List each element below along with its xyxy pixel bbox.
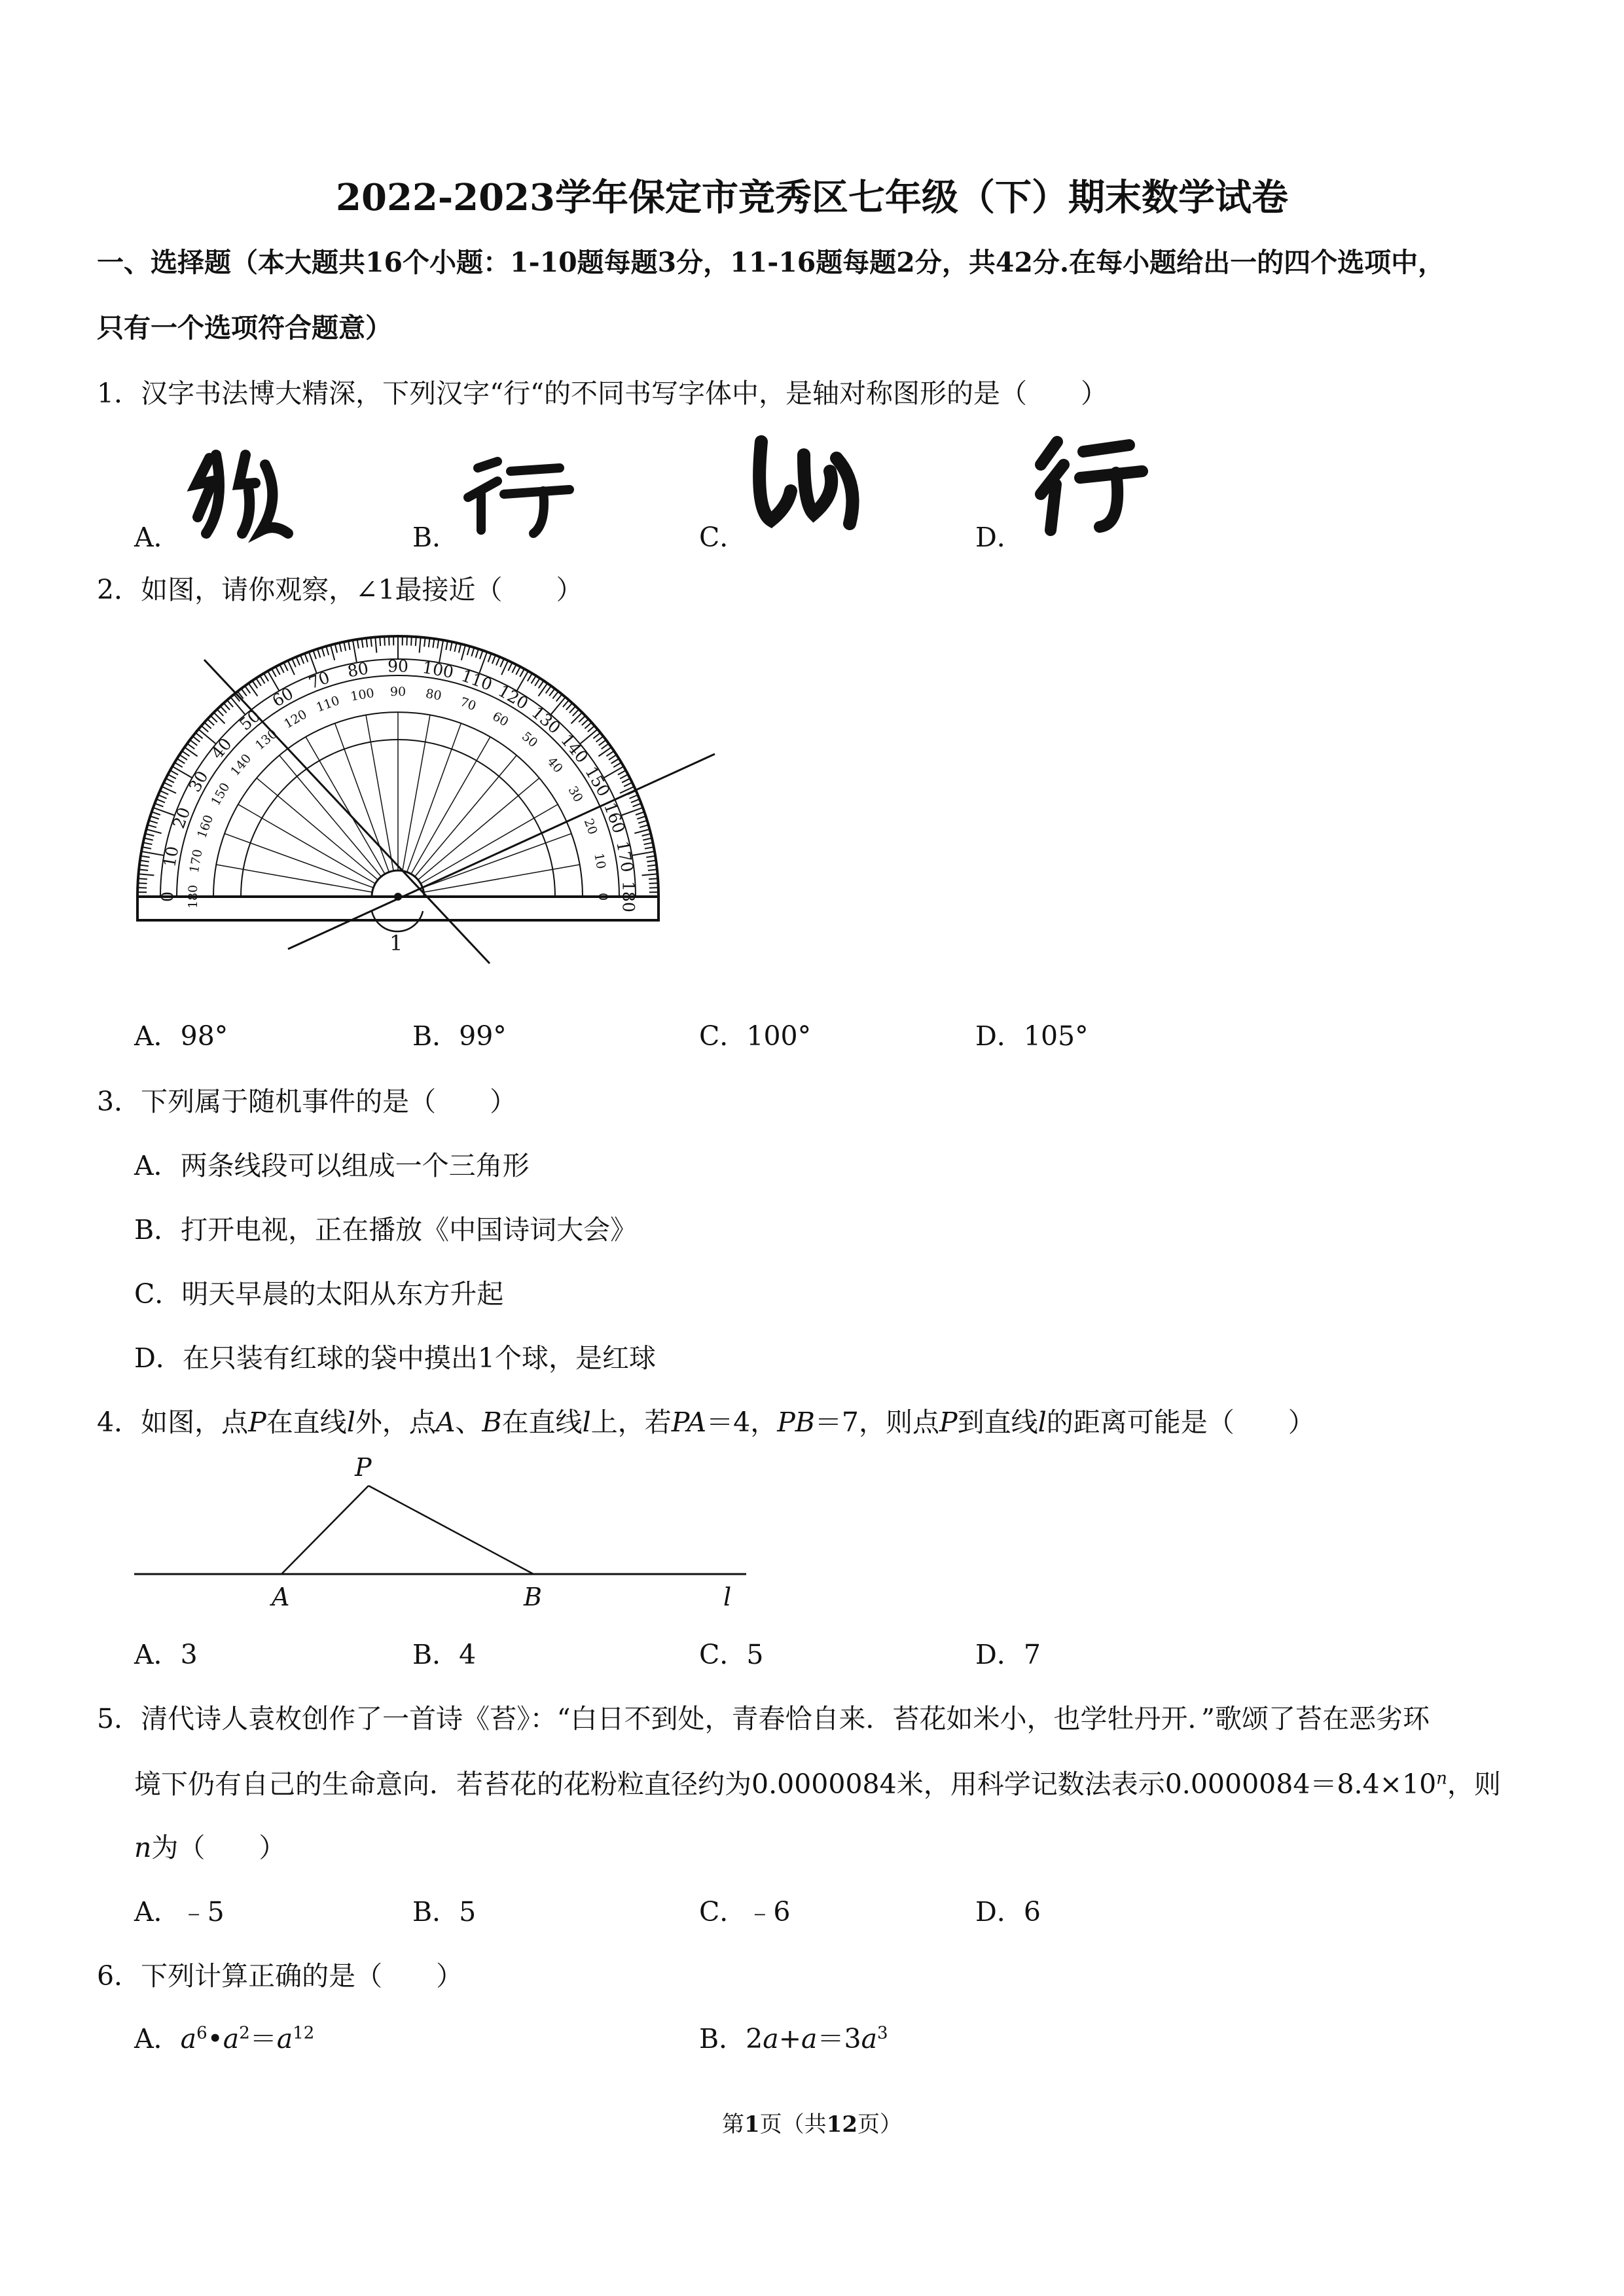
protractor-tick	[571, 713, 583, 724]
protractor-scale-label: 30	[565, 783, 586, 805]
protractor-tick	[370, 637, 372, 647]
protractor-tick	[420, 637, 421, 653]
calligraphy-a-image	[190, 445, 295, 543]
protractor-tick	[556, 694, 562, 702]
question-5: 5．清代诗人袁枚创作了一首诗《苔》：“白日不到处，青春恰自来．苔花如米小，也学牡丹开．”歌颂了苔在恶劣环	[97, 1703, 1430, 1734]
q4-option-b: B．4	[412, 1639, 477, 1670]
protractor-scale-label: 30	[185, 767, 212, 796]
protractor-figure	[92, 602, 746, 969]
protractor-tick	[643, 838, 652, 840]
q4-option-a: A．3	[134, 1639, 198, 1670]
protractor-scale-label: 130	[252, 726, 280, 753]
q4-option-d: D．7	[975, 1639, 1041, 1670]
protractor-scale-label: 0	[596, 892, 610, 901]
protractor-tick	[151, 816, 159, 819]
protractor-tick	[164, 783, 172, 787]
protractor-tick	[143, 842, 153, 844]
protractor-tick	[156, 799, 165, 802]
protractor-tick	[214, 713, 225, 724]
protractor-tick	[362, 639, 363, 648]
q5-option-c: C．﹣6	[699, 1896, 791, 1928]
protractor-tick	[429, 638, 430, 647]
protractor-tick	[520, 669, 524, 677]
protractor-tick	[147, 825, 156, 827]
protractor-tick	[411, 637, 412, 646]
protractor-scale-label: 100	[349, 685, 376, 704]
question-2: 2．如图，请你观察，∠1最接近（ ）	[97, 574, 583, 605]
protractor-spoke	[415, 755, 517, 876]
protractor-scale-label: 40	[544, 754, 566, 776]
question-6: 6．下列计算正确的是（ ）	[97, 1960, 463, 1992]
protractor-tick	[224, 703, 230, 709]
calligraphy-d-image	[1031, 432, 1149, 540]
protractor-tick	[185, 747, 198, 757]
protractor-tick	[439, 640, 443, 662]
protractor-tick	[648, 869, 657, 870]
q5-option-a: A．﹣5	[134, 1896, 225, 1928]
protractor-scale-label: 80	[424, 686, 443, 704]
protractor-scale-label: 140	[228, 751, 255, 779]
protractor-scale-label: 180	[619, 881, 638, 912]
protractor-tick	[142, 847, 151, 849]
protractor-tick	[633, 852, 655, 855]
protractor-tick	[588, 726, 595, 732]
protractor-tick	[221, 706, 227, 713]
page-title: 2022-2023学年保定市竞秀区七年级（下）期末数学试卷	[336, 176, 1288, 219]
protractor-scale-label: 10	[160, 844, 183, 869]
protractor-tick	[297, 657, 300, 666]
q5-option-d: D．6	[975, 1896, 1041, 1928]
protractor-tick	[138, 883, 147, 884]
protractor-tick	[211, 716, 217, 723]
protractor-tick	[549, 689, 554, 696]
protractor-scale-label: 150	[581, 763, 614, 800]
protractor-tick	[264, 673, 268, 681]
q1-option-b: B．	[412, 522, 460, 553]
protractor-tick	[168, 774, 176, 779]
protractor-scale-label: 50	[236, 706, 264, 734]
protractor-tick	[566, 703, 572, 709]
q1-option-c: C．	[699, 522, 747, 553]
protractor-tick	[170, 770, 178, 775]
protractor-tick	[192, 736, 200, 742]
protractor-tick	[227, 700, 233, 708]
protractor-tick	[476, 649, 478, 658]
protractor-scale-label: 150	[208, 780, 233, 808]
protractor-tick	[585, 723, 591, 728]
protractor-tick	[604, 766, 624, 778]
protractor-tick	[480, 651, 483, 659]
protractor-scale-label: 60	[268, 683, 297, 711]
q2-option-b: B．99°	[412, 1020, 507, 1052]
protractor-tick	[500, 658, 504, 667]
calligraphy-b-image	[461, 452, 576, 543]
protractor-tick	[344, 642, 346, 651]
protractor-tick	[517, 671, 528, 691]
protractor-tick	[260, 676, 264, 684]
protractor-tick	[179, 755, 187, 760]
protractor-tick	[467, 646, 470, 655]
protractor-tick	[496, 657, 500, 666]
q1-option-a: A．	[134, 522, 181, 553]
protractor-tick	[292, 658, 296, 667]
protractor-scale-label: 110	[314, 693, 342, 715]
protractor-tick	[516, 667, 520, 675]
calligraphy-c-image	[751, 432, 866, 537]
protractor-tick	[284, 662, 288, 671]
protractor-tick	[647, 861, 656, 862]
protractor-tick	[437, 639, 439, 649]
protractor-tick	[326, 646, 329, 655]
protractor-tick	[322, 647, 325, 656]
protractor-tick	[642, 874, 658, 875]
protractor-tick	[642, 834, 651, 836]
protractor-scale-label: 170	[613, 839, 638, 874]
protractor-tick	[599, 740, 606, 745]
protractor-tick	[535, 678, 540, 686]
protractor-tick	[624, 783, 632, 787]
protractor-tick	[202, 726, 209, 732]
question-1: 1．汉字书法博大精深，下列汉字“行“的不同书写字体中，是轴对称图形的是（ ）	[97, 378, 1108, 409]
protractor-tick	[637, 816, 645, 819]
protractor-tick	[644, 842, 653, 844]
protractor-tick	[508, 662, 512, 671]
protractor-tick	[172, 766, 192, 778]
protractor-tick	[620, 774, 628, 779]
protractor-scale-label: 140	[557, 730, 592, 767]
protractor-tick	[582, 719, 588, 726]
protractor-tick	[539, 683, 548, 696]
protractor-tick	[634, 829, 649, 833]
protractor-scale-label: 160	[194, 813, 217, 840]
protractor-tick	[145, 834, 154, 836]
protractor-scale-label: 180	[186, 884, 200, 909]
protractor-tick	[649, 878, 658, 879]
protractor-tick	[622, 778, 630, 782]
protractor-scale-label: 100	[421, 657, 456, 682]
protractor-tick	[596, 736, 604, 742]
q2-option-d: D．105°	[975, 1020, 1089, 1052]
protractor-tick	[158, 795, 167, 799]
protractor-tick	[471, 647, 474, 656]
protractor-tick	[611, 759, 619, 763]
protractor-tick	[353, 640, 357, 662]
protractor-tick	[640, 825, 649, 827]
protractor-tick	[433, 639, 434, 648]
protractor-scale-label: 90	[388, 656, 408, 676]
protractor-tick	[512, 664, 516, 673]
protractor-tick	[446, 641, 448, 650]
angle-label: 1	[389, 931, 403, 956]
section-heading-cont: 只有一个选项符合题意）	[97, 312, 392, 344]
q3-option-a: A．两条线段可以组成一个三角形	[134, 1150, 530, 1181]
q5-option-b: B．5	[412, 1896, 477, 1928]
page-footer: 第1页（共12页）	[722, 2111, 902, 2138]
protractor-tick	[317, 649, 320, 658]
protractor-scale-label: 70	[306, 668, 333, 693]
protractor-tick	[606, 751, 614, 756]
protractor-scale-label: 120	[495, 681, 532, 713]
protractor-tick	[375, 637, 376, 653]
protractor-tick	[646, 856, 655, 857]
q6-option-a: A．$a^6•a^2=a^{12}$	[134, 2023, 315, 2054]
protractor-tick	[139, 874, 154, 875]
protractor-tick	[348, 641, 350, 650]
protractor-tick	[335, 644, 337, 653]
protractor-tick	[357, 639, 359, 649]
protractor-spoke	[257, 778, 378, 880]
protractor-tick	[313, 651, 316, 659]
protractor-tick	[488, 653, 492, 662]
protractor-tick	[139, 865, 149, 867]
q3-option-c: C．明天早晨的太阳从东方升起	[134, 1278, 504, 1310]
protractor-tick	[252, 681, 257, 689]
protractor-tick	[649, 883, 659, 884]
protractor-tick	[618, 770, 626, 775]
protractor-scale-label: 50	[518, 729, 541, 751]
protractor-scale-label: 10	[591, 852, 609, 870]
protractor-tick	[406, 636, 407, 645]
line-figure	[131, 1443, 753, 1613]
q1-option-d: D．	[975, 522, 1024, 553]
protractor-tick	[384, 637, 385, 646]
protractor-tick	[190, 740, 197, 745]
protractor-tick	[528, 673, 532, 681]
protractor-scale-label: 40	[208, 734, 236, 763]
protractor-tick	[367, 638, 368, 647]
protractor-tick	[300, 655, 304, 664]
protractor-tick	[598, 747, 611, 757]
protractor-tick	[630, 795, 638, 799]
protractor-tick	[139, 869, 148, 870]
protractor-tick	[645, 847, 654, 849]
protractor-tick	[242, 689, 247, 696]
protractor-scale-label: 90	[389, 685, 406, 699]
protractor-tick	[593, 733, 600, 739]
protractor-tick	[182, 751, 190, 756]
protractor-tick	[276, 667, 280, 675]
protractor-scale-label: 70	[458, 694, 478, 714]
q2-option-a: A．98°	[134, 1020, 228, 1052]
protractor-tick	[613, 762, 621, 767]
protractor-tick	[563, 700, 569, 708]
question-3: 3．下列属于随机事件的是（ ）	[97, 1086, 517, 1117]
protractor-tick	[149, 821, 157, 823]
q4-option-c: C．5	[699, 1639, 764, 1670]
protractor-tick	[331, 645, 334, 660]
protractor-tick	[280, 664, 283, 673]
q3-option-b: B．打开电视，正在播放《中国诗词大会》	[134, 1214, 638, 1246]
protractor-scale-label: 120	[281, 707, 310, 732]
protractor-tick	[166, 778, 174, 782]
q3-option-d: D．在只装有红球的袋中摸出1个球，是红球	[134, 1342, 656, 1374]
protractor-tick	[152, 812, 160, 815]
protractor-tick	[539, 681, 544, 689]
protractor-tick	[340, 643, 342, 652]
protractor-tick	[573, 709, 579, 716]
protractor-tick	[138, 878, 147, 879]
question-4: 4．如图，点P在直线l外，点A、B在直线l上，若PA＝4，PB＝7，则点P到直线l的距离可能是（ ）	[97, 1407, 1315, 1438]
protractor-tick	[268, 671, 279, 691]
protractor-tick	[187, 744, 194, 749]
protractor-tick	[552, 691, 558, 698]
line-l-label: l	[723, 1583, 732, 1611]
protractor-scale-label: 130	[528, 702, 564, 738]
protractor-tick	[141, 856, 150, 857]
point-b-label: B	[524, 1583, 542, 1611]
point-p-label: P	[355, 1453, 372, 1482]
protractor-tick	[245, 686, 250, 693]
protractor-tick	[175, 762, 183, 767]
protractor-tick	[141, 852, 164, 855]
protractor-tick	[647, 865, 657, 867]
protractor-scale-label: 0	[158, 891, 177, 902]
protractor-tick	[633, 803, 641, 806]
protractor-tick	[140, 861, 149, 862]
protractor-tick	[160, 791, 168, 795]
protractor-tick	[532, 676, 536, 684]
protractor-tick	[459, 644, 461, 653]
protractor-tick	[546, 686, 551, 693]
q6-option-b: B．$2a+a=3a^3$	[699, 2023, 888, 2054]
protractor-tick	[450, 642, 452, 651]
protractor-tick	[177, 759, 185, 763]
protractor-scale-label: 110	[459, 666, 495, 695]
protractor-tick	[154, 803, 163, 806]
protractor-tick	[454, 643, 456, 652]
protractor-tick	[144, 838, 153, 840]
protractor-tick	[147, 829, 162, 833]
protractor-tick	[204, 723, 211, 728]
q2-option-c: C．100°	[699, 1020, 812, 1052]
section-heading: 一、选择题（本大题共16个小题：1-10题每题3分，11-16题每题2分，共42分.在每小题给出一的四个选项中，	[97, 247, 1445, 278]
protractor-tick	[196, 733, 203, 739]
protractor-tick	[249, 683, 258, 696]
protractor-scale-label: 20	[581, 816, 600, 837]
protractor-tick	[492, 655, 496, 664]
protractor-tick	[304, 653, 308, 662]
protractor-spoke	[280, 755, 382, 876]
question-5-line3: n为（ ）	[134, 1832, 286, 1863]
protractor-tick	[602, 744, 609, 749]
protractor-tick	[638, 821, 647, 823]
protractor-tick	[636, 812, 644, 815]
protractor-tick	[569, 706, 576, 713]
protractor-spoke	[418, 778, 539, 880]
protractor-tick	[461, 645, 465, 660]
protractor-scale-label: 80	[346, 658, 370, 681]
protractor-tick	[609, 755, 617, 760]
protractor-tick	[208, 719, 214, 726]
protractor-tick	[579, 716, 585, 723]
protractor-tick	[631, 799, 640, 802]
point-a-label: A	[272, 1583, 290, 1611]
protractor-tick	[256, 678, 261, 686]
protractor-tick	[272, 669, 276, 677]
protractor-scale-label: 170	[187, 848, 206, 874]
protractor-scale-label: 60	[490, 709, 511, 730]
protractor-tick	[424, 637, 425, 647]
protractor-scale-label: 160	[600, 800, 629, 836]
question-5-line2: 境下仍有自己的生命意向．若苔花的花粉粒直径约为0.0000084米，用科学记数法表示$0.0000084=8.4\times 10^n$，则	[134, 1768, 1501, 1800]
protractor-tick	[217, 709, 224, 716]
protractor-scale-label: 20	[169, 804, 194, 831]
